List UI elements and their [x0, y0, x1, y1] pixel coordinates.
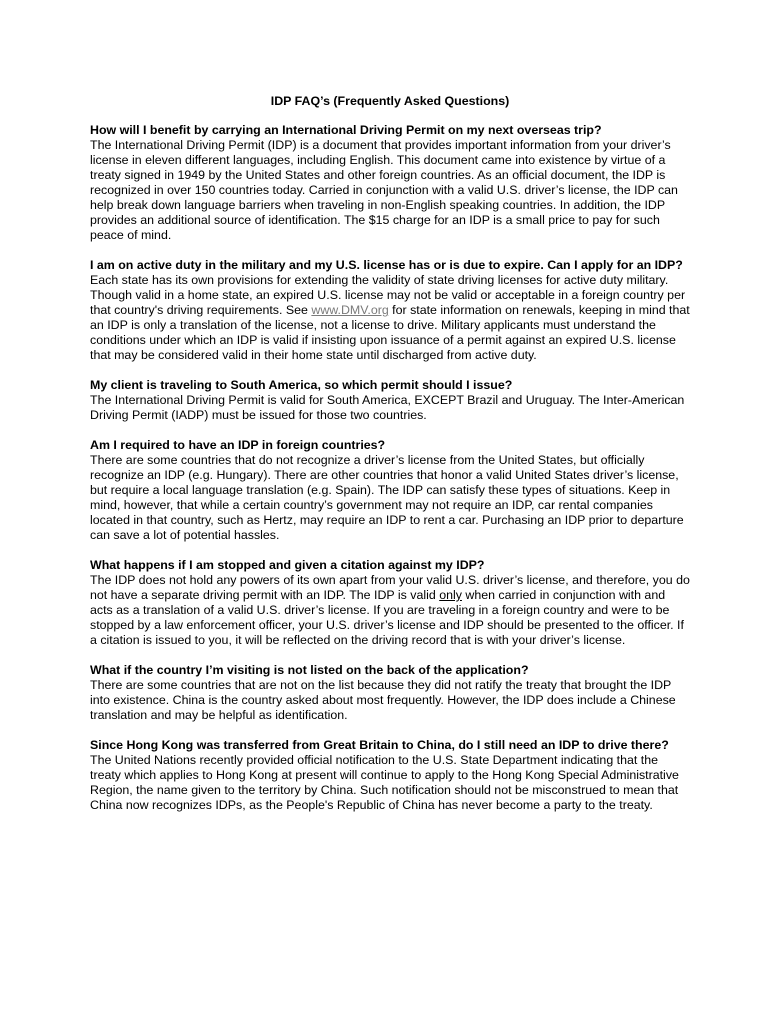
faq-item-benefit	[90, 123, 690, 243]
faq-answer: The International Driving Permit (IDP) is a document that provides important information from your driver’s license in eleven different languages, including English. This document came into existence by virtue of a treaty signed in 1949 by the United States and other foreign countries. As an official document, the IDP is recognized in over 150 countries today. Carried in conjunction with a valid U.S. driver’s license, the IDP can help break down language barriers when traveling in non-English speaking countries. In addition, the IDP provides an additional source of identification. The $15 charge for an IDP is a small price to pay for such peace of mind.	[90, 138, 678, 242]
faq-question: How will I benefit by carrying an International Driving Permit on my next overseas trip?	[90, 123, 602, 137]
faq-answer: There are some countries that do not recognize a driver’s license from the United States, but officially recognize an IDP (e.g. Hungary). There are other countries that honor a valid United States driver’s license, but require a local language translation (e.g. Spain). The IDP can satisfy these types of situations. Keep in mind, however, that while a certain country’s government may not require an IDP, car rental companies located in that country, such as Hertz, may require an IDP to rent a car. Purchasing an IDP prior to departure can save a lot of potential hassles.	[90, 453, 684, 542]
faq-question: Am I required to have an IDP in foreign countries?	[90, 438, 386, 452]
dmv-link[interactable]: www.DMV.org	[311, 303, 389, 317]
faq-question: What happens if I am stopped and given a citation against my IDP?	[90, 558, 485, 572]
faq-answer-text: for state information on renewals, keeping in mind that an IDP is only a translation of the license, not a license to drive. Military applicants must understand the conditions under which an IDP is valid if insisting upon issuance of a permit against an expired U.S. license that may be considered valid in their home state until discharged from active duty.	[90, 303, 690, 362]
faq-answer-text: when carried in conjunction with and acts as a translation of a valid U.S. driver’s license. If you are traveling in a foreign country and were to be stopped by a law enforcement officer, your U.S. driver’s license and IDP should be presented to the officer. If a citation is issued to you, it will be reflected on the driving record that is with your driver’s license.	[90, 588, 684, 647]
faq-question: What if the country I’m visiting is not listed on the back of the application?	[90, 663, 529, 677]
faq-item-required	[90, 438, 690, 543]
faq-answer: The International Driving Permit is valid for South America, EXCEPT Brazil and Uruguay. The Inter-American Driving Permit (IADP) must be issued for those two countries.	[90, 393, 685, 422]
document-title: IDP FAQ’s (Frequently Asked Questions)	[270, 94, 510, 108]
faq-item-military	[90, 258, 690, 363]
faq-item-hong-kong	[90, 738, 690, 813]
faq-answer: The United Nations recently provided official notification to the U.S. State Department indicating that the treaty which applies to Hong Kong at present will continue to apply to the Hong Kong Special Administrative Region, the name given to the territory by China. Such notification should not be misconstrued to mean that China now recognizes IDPs, as the People's Republic of China has never become a party to the treaty.	[90, 753, 679, 812]
emphasis-only: only	[439, 588, 462, 602]
faq-answer: There are some countries that are not on the list because they did not ratify the treaty that brought the IDP into existence. China is the country asked about most frequently. However, the IDP does include a Chinese translation and may be helpful as identification.	[90, 678, 676, 722]
faq-question: My client is traveling to South America, so which permit should I issue?	[90, 378, 513, 392]
faq-item-south-america	[90, 378, 690, 423]
faq-item-citation	[90, 558, 690, 648]
faq-question: Since Hong Kong was transferred from Great Britain to China, do I still need an IDP to drive there?	[90, 738, 669, 752]
faq-answer	[90, 573, 690, 648]
faq-question: I am on active duty in the military and my U.S. license has or is due to expire. Can I apply for an IDP?	[90, 258, 683, 272]
faq-item-not-listed	[90, 663, 690, 723]
faq-answer	[90, 273, 690, 363]
faq-answer-text: The IDP does not hold any powers of its own apart from your valid U.S. driver’s license, and therefore, you do not have a separate driving permit with an IDP. The IDP is valid	[90, 573, 690, 602]
document-page	[90, 94, 690, 828]
faq-answer-text: Each state has its own provisions for extending the validity of state driving licenses for active duty military. Though valid in a home state, an expired U.S. license may not be valid or acceptable in a foreign country per that country's driving requirements. See	[90, 273, 686, 317]
